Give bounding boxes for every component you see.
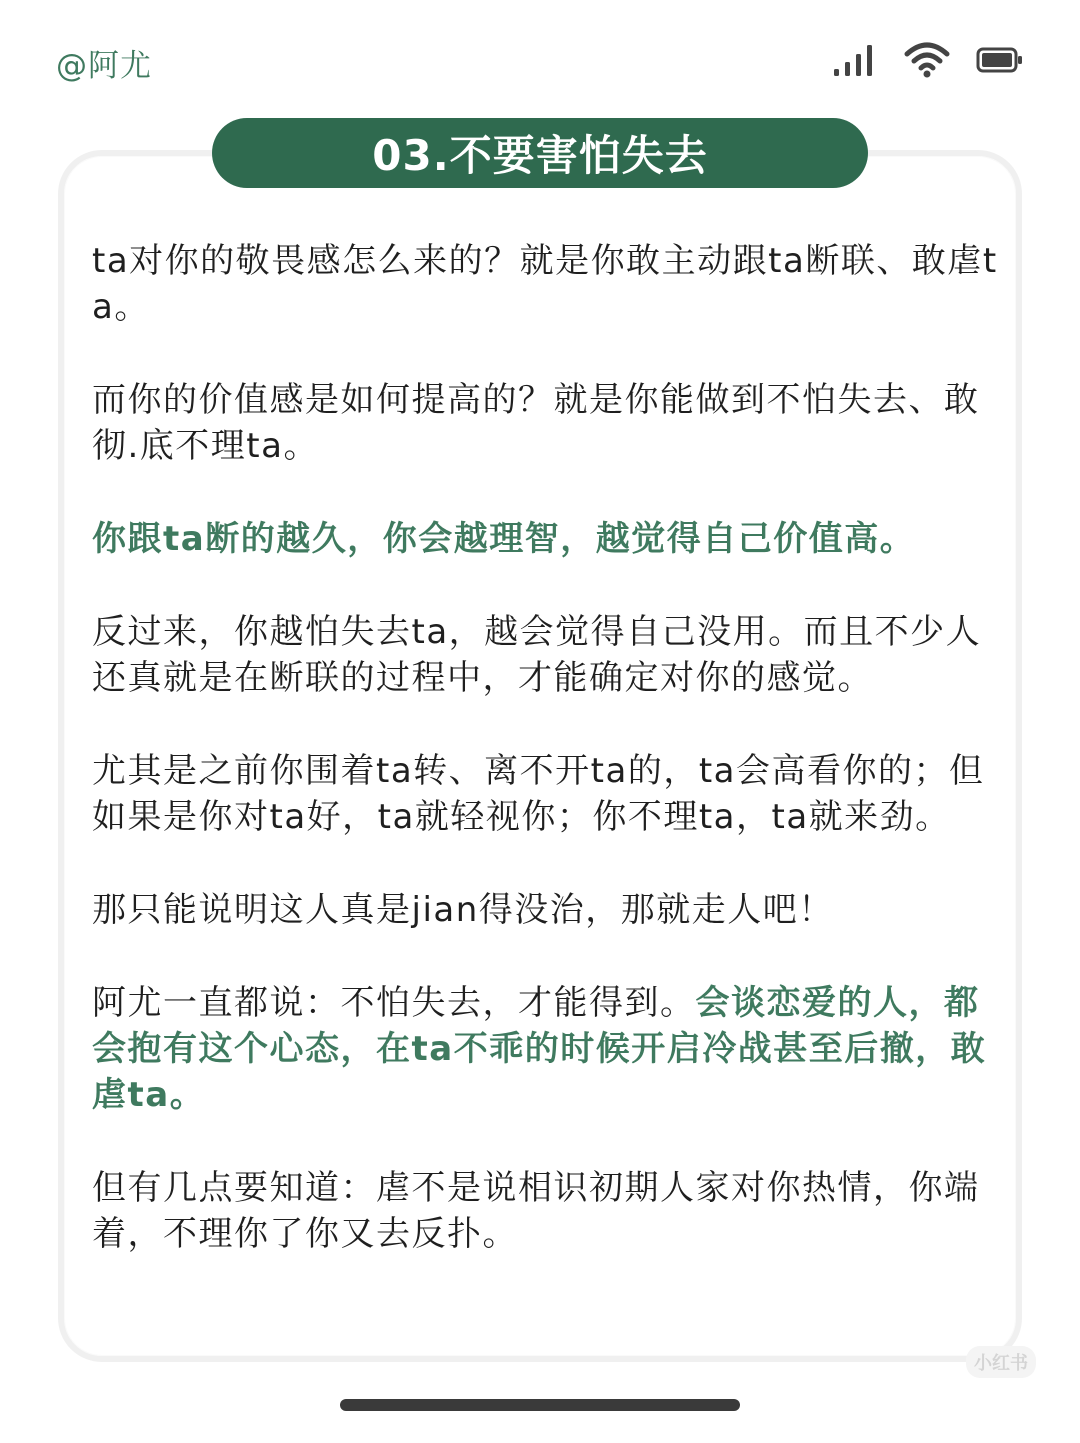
- highlight-paragraph: 你跟ta断的越久，你会越理智，越觉得自己价值高。: [92, 519, 916, 559]
- card-body: [92, 238, 1004, 1304]
- paragraph-4: 反过来，你越怕失去ta，越会觉得自己没用。而且不少人还真就是在断联的过程中，才能确定对你的感觉。: [92, 612, 982, 698]
- signal-icon: [832, 43, 878, 77]
- paragraph-7-highlight: 会谈恋爱的人，都会抱有这个心态，在ta不乖的时候开启冷战甚至后撤，敢虐ta。: [92, 983, 987, 1115]
- paragraph-1: ta对你的敬畏感怎么来的？就是你敢主动跟ta断联、敢虐ta。: [92, 241, 998, 327]
- section-title: 03.不要害怕失去: [212, 118, 868, 188]
- author-handle: @阿尤: [56, 48, 152, 84]
- watermark-logo: 小红书: [966, 1346, 1036, 1378]
- home-indicator[interactable]: [340, 1399, 740, 1411]
- paragraph-2: 而你的价值感是如何提高的？就是你能做到不怕失去、敢彻.底不理ta。: [92, 380, 980, 466]
- paragraph-7-normal: 阿尤一直都说：不怕失去，才能得到。: [92, 983, 696, 1023]
- paragraph-5: 尤其是之前你围着ta转、离不开ta的，ta会高看你的；但如果是你对ta好，ta就轻视你；你不理ta，ta就来劲。: [92, 751, 985, 837]
- battery-icon: [976, 46, 1024, 74]
- paragraph-7: [92, 980, 1004, 1118]
- wifi-icon: [904, 42, 950, 78]
- status-bar: [832, 40, 1024, 80]
- paragraph-6: 那只能说明这人真是jian得没治，那就走人吧！: [92, 890, 834, 930]
- paragraph-8: 但有几点要知道：虐不是说相识初期人家对你热情，你端着，不理你了你又去反扑。: [92, 1168, 980, 1254]
